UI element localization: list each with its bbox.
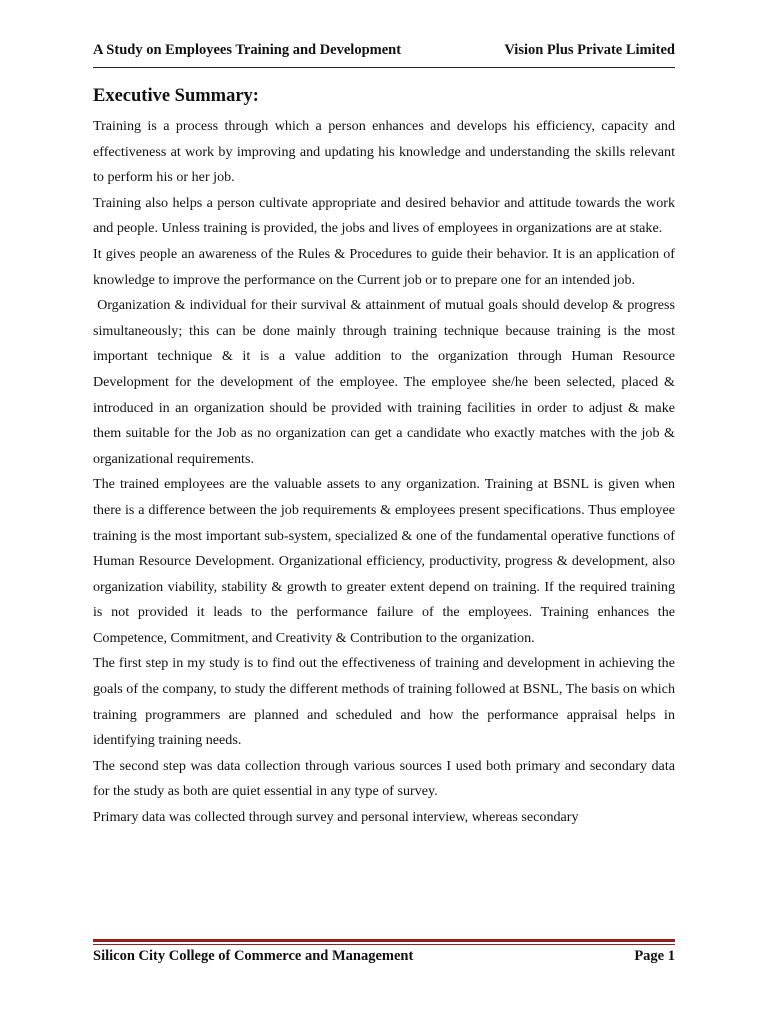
footer-divider-thin <box>93 944 675 945</box>
paragraph: The first step in my study is to find out the effectiveness of training and development in achieving the goals of the company, to study the different methods of training followed at BSNL, The basis on which training programmers are planned and scheduled and how the performance appraisal helps in identifying training needs. <box>93 655 675 749</box>
section-title: Executive Summary: <box>93 86 259 106</box>
header-divider <box>93 67 675 68</box>
footer-divider-thick <box>93 939 675 942</box>
page-header <box>93 40 675 62</box>
paragraph: It gives people an awareness of the Rules & Procedures to guide their behavior. It is an application of knowledge to improve the performance on the Current job or to prepare one for an intended job. <box>93 245 675 288</box>
paragraph: The second step was data collection through various sources I used both primary and secondary data for the study as both are quiet essential in any type of survey. <box>93 757 675 800</box>
page-number: Page 1 <box>634 948 675 964</box>
paragraph: Training also helps a person cultivate appropriate and desired behavior and attitude towards the work and people. Unless training is provided, the jobs and lives of employees in organizations are at stake. <box>93 194 675 237</box>
paragraph: Training is a process through which a person enhances and develops his efficiency, capacity and effectiveness at work by improving and updating his knowledge and understanding the skills relevant to perform his or her job. <box>93 118 675 186</box>
paragraph: Organization & individual for their survival & attainment of mutual goals should develop & progress simultaneously; this can be done mainly through training technique because training is the most important technique & it is a value addition to the organization through Human Resource Development for the development of the employee. The employee she/he been selected, placed & introduced in an organization should be provided with training facilities in order to adjust & make them suitable for the Job as no organization can get a candidate who exactly matches with the job & organizational requirements. <box>93 297 679 467</box>
document-body <box>93 114 679 831</box>
paragraph: Primary data was collected through survey and personal interview, whereas secondary <box>93 809 579 826</box>
header-company: Vision Plus Private Limited <box>504 42 675 58</box>
header-title: A Study on Employees Training and Development <box>93 42 402 58</box>
page-footer <box>93 948 675 970</box>
paragraph: The trained employees are the valuable assets to any organization. Training at BSNL is given when there is a difference between the job requirements & employees present specifications. Thus employee training is the most important sub-system, specialized & one of the fundamental operative functions of Human Resource Development. Organizational efficiency, productivity, progress & development, also organization viability, stability & growth to greater extent depend on training. If the required training is not provided it leads to the performance failure of the employees. Training enhances the Competence, Commitment, and Creativity & Contribution to the organization. <box>93 476 675 646</box>
footer-college: Silicon City College of Commerce and Management <box>93 948 414 964</box>
